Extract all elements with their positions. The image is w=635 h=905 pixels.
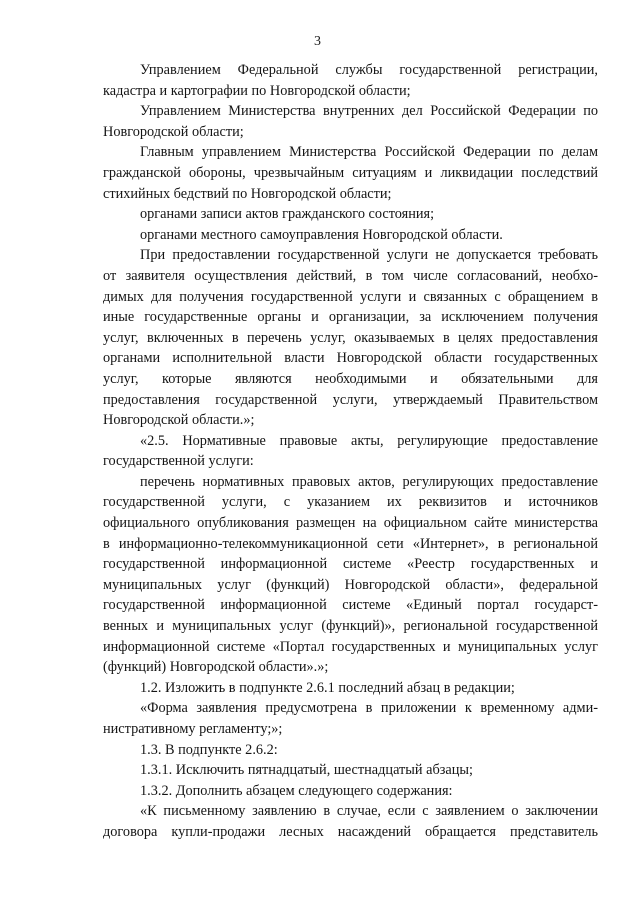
text-line: кадастра и картографии по Новгородской области; <box>103 82 411 99</box>
text-line: «2.5. Нормативные правовые акты, регулирующие предоставление <box>140 432 598 449</box>
text-line: органами исполнительной власти Новгородской области государственных <box>103 350 598 367</box>
text-line: стихийных бедствий по Новгородской области; <box>103 185 392 202</box>
text-line: государственной услуги, с указанием их реквизитов и источников <box>103 494 598 511</box>
paragraph <box>103 760 598 781</box>
text-line: При предоставлении государственной услуги не допускается требовать <box>140 247 598 264</box>
paragraph <box>103 60 598 101</box>
text-line: государственной услуги: <box>103 453 254 470</box>
page-number: 3 <box>314 34 321 49</box>
text-line: гражданской обороны, чрезвычайным ситуациям и ликвидации последствий <box>103 164 598 181</box>
paragraph <box>103 431 598 472</box>
text-line: договора купли-продажи лесных насаждений обращается представитель <box>103 823 598 840</box>
text-line: димых для получения государственной услуги и связанных с обращением в <box>103 288 598 305</box>
text-line: 1.3.1. Исключить пятнадцатый, шестнадцатый абзацы; <box>140 762 473 779</box>
paragraph <box>103 678 598 699</box>
text-line: 1.3.2. Дополнить абзацем следующего содержания: <box>140 782 453 799</box>
text-line: перечень нормативных правовых актов, регулирующих предоставление <box>140 473 598 490</box>
text-line: в информационно-телекоммуникационной сети «Интернет», в региональной <box>103 535 598 552</box>
text-line: 1.2. Изложить в подпункте 2.6.1 последний абзац в редакции; <box>140 679 515 696</box>
paragraph <box>103 740 598 761</box>
text-line: Главным управлением Министерства Российской Федерации по делам <box>140 144 598 161</box>
paragraph <box>103 142 598 204</box>
text-line: официального опубликования размещен на официальном сайте министерства <box>103 515 598 532</box>
text-line: «К письменному заявлению в случае, если с заявлением о заключении <box>140 803 598 820</box>
text-line: органами местного самоуправления Новгородской области. <box>140 226 503 243</box>
document-body <box>103 60 598 843</box>
text-line: иные государственные органы и организации, за исключением получения <box>103 309 598 326</box>
text-line: (функций) Новгородской области».»; <box>103 659 329 676</box>
text-line: предоставления государственной услуги, утверждаемый Правительством <box>103 391 598 408</box>
text-line: от заявителя осуществления действий, в том числе согласований, необхо- <box>103 267 598 284</box>
text-line: венных и муниципальных услуг (функций)», региональной государственной <box>103 618 598 635</box>
paragraph <box>103 698 598 739</box>
paragraph <box>103 472 598 678</box>
text-line: Новгородской области; <box>103 123 244 140</box>
text-line: «Форма заявления предусмотрена в приложении к временному адми- <box>140 700 598 717</box>
paragraph <box>103 101 598 142</box>
text-line: Управлением Федеральной службы государственной регистрации, <box>140 62 598 78</box>
paragraph <box>103 801 598 842</box>
text-line: государственной информационной системе «Единый портал государст- <box>103 597 598 614</box>
text-line: нистративному регламенту;»; <box>103 721 283 737</box>
text-line: Новгородской области.»; <box>103 412 255 429</box>
text-line: услуг, которые являются необходимыми и обязательными для <box>103 370 598 387</box>
text-line: Управлением Министерства внутренних дел Российской Федерации по <box>140 103 598 120</box>
text-line: муниципальных услуг (функций) Новгородской области», федеральной <box>103 576 598 593</box>
paragraph <box>103 204 598 225</box>
text-line: государственной информационной системе «Реестр государственных и <box>103 556 598 573</box>
text-line: информационной системе «Портал государственных и муниципальных услуг <box>103 638 598 655</box>
paragraph <box>103 781 598 802</box>
paragraph <box>103 225 598 246</box>
text-line: 1.3. В подпункте 2.6.2: <box>140 741 278 758</box>
text-line: органами записи актов гражданского состояния; <box>140 206 435 223</box>
paragraph <box>103 245 598 430</box>
text-line: услуг, включенных в перечень услуг, оказываемых в целях предоставления <box>103 329 598 346</box>
